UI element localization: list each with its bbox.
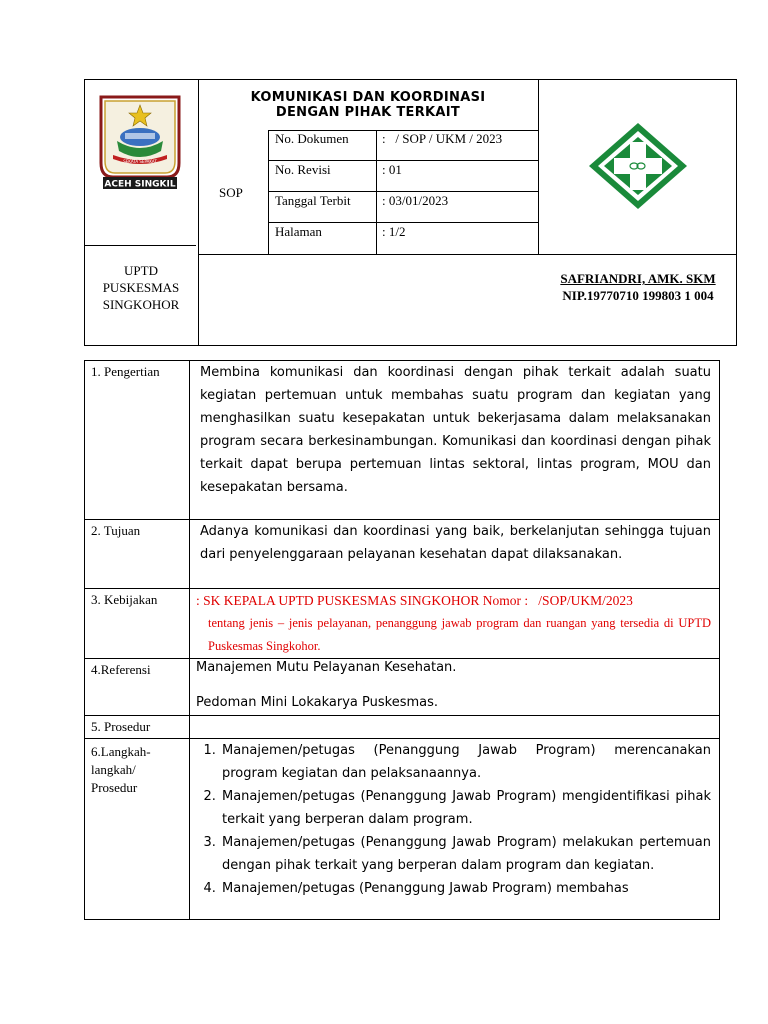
revision-value: : 01	[382, 162, 402, 177]
pengertian-label: 1. Pengertian	[85, 361, 190, 520]
publish-date-label: Tanggal Terbit	[275, 193, 351, 208]
kebijakan-text	[190, 589, 720, 659]
signer-name: SAFRIANDRI, AMK. SKM	[560, 271, 716, 286]
steps-list	[190, 739, 719, 900]
sop-content-table	[84, 360, 720, 920]
step-item: 3. Manajemen/petugas (Penanggung Jawab Program) melakukan pertemuan dengan pihak terkait yang berperan dalam program dan kegiatan.	[220, 831, 711, 877]
svg-text:SEKATA SEPAKAT: SEKATA SEPAKAT	[123, 159, 157, 164]
page-label: Halaman	[275, 224, 322, 239]
prosedur-empty-cell	[190, 716, 720, 739]
document-title	[200, 90, 536, 120]
puskesmas-logo	[586, 120, 690, 212]
logo-caption: ACEH SINGKIL	[104, 179, 176, 190]
langkah-label	[85, 739, 190, 920]
row-tujuan	[85, 520, 720, 589]
kebijakan-line-2: tentang jenis – jenis pelayanan, penanggung jawab program dan ruangan yang tersedia di UPTD Puskesmas Singkohor.	[208, 616, 711, 653]
page-value: : 1/2	[382, 224, 406, 239]
row-referensi	[85, 659, 720, 716]
pengertian-text: Membina komunikasi dan koordinasi dengan pihak terkait adalah suatu kegiatan pertemuan untuk membahas suatu program dan kegiatan yang menghasilkan suatu kesepakatan untuk bekerjasama dalam melaksanakan program secara berkesinambungan. Komunikasi dan koordinasi dengan pihak terkait dapat berupa pertemuan lintas sektoral, lintas program, MOU dan kesepakatan bersama.	[190, 361, 720, 520]
step-item: 4. Manajemen/petugas (Penanggung Jawab Program) membahas	[220, 877, 711, 900]
revision-label: No. Revisi	[275, 162, 331, 177]
tujuan-label: 2. Tujuan	[85, 520, 190, 589]
signer-block	[540, 270, 736, 304]
title-line-2: DENGAN PIHAK TERKAIT	[275, 105, 461, 120]
sop-label: SOP	[219, 185, 243, 200]
signer-nip: NIP.19770710 199803 1 004	[562, 288, 714, 303]
langkah-label-2: langkah/	[91, 762, 136, 777]
doc-number-label: No. Dokumen	[275, 131, 349, 146]
row-langkah	[85, 739, 720, 920]
langkah-steps-cell	[190, 739, 720, 920]
aceh-singkil-logo	[95, 93, 185, 191]
row-pengertian	[85, 361, 720, 520]
prosedur-label: 5. Prosedur	[85, 716, 190, 739]
publish-date-value: : 03/01/2023	[382, 193, 449, 208]
langkah-label-3: Prosedur	[91, 780, 138, 795]
step-item: 1. Manajemen/petugas (Penanggung Jawab Program) merencanakan program kegiatan dan pelaksanaannya.	[220, 739, 711, 785]
row-kebijakan	[85, 589, 720, 659]
row-prosedur	[85, 716, 720, 739]
tujuan-text: Adanya komunikasi dan koordinasi yang baik, berkelanjutan sehingga tujuan dari penyelenggaraan pelayanan kesehatan dapat dilaksanakan.	[190, 520, 720, 589]
referensi-item-2: Pedoman Mini Lokakarya Puskesmas.	[196, 695, 439, 710]
langkah-label-1: 6.Langkah-	[91, 744, 151, 759]
step-item: 2. Manajemen/petugas (Penanggung Jawab Program) mengidentifikasi pihak terkait yang berperan dalam program.	[220, 785, 711, 831]
referensi-label: 4.Referensi	[85, 659, 190, 716]
referensi-text	[190, 659, 720, 716]
referensi-item-1: Manajemen Mutu Pelayanan Kesehatan.	[196, 660, 457, 675]
kebijakan-line-1: : SK KEPALA UPTD PUSKESMAS SINGKOHOR Nomor : /SOP/UKM/2023	[196, 593, 633, 608]
doc-number-value: : / SOP / UKM / 2023	[382, 131, 503, 146]
unit-line-3: SINGKOHOR	[102, 297, 180, 312]
unit-line-2: PUSKESMAS	[102, 280, 180, 295]
title-line-1: KOMUNIKASI DAN KOORDINASI	[250, 90, 486, 105]
unit-name	[84, 262, 198, 313]
kebijakan-label: 3. Kebijakan	[85, 589, 190, 659]
unit-line-1: UPTD	[124, 263, 158, 278]
